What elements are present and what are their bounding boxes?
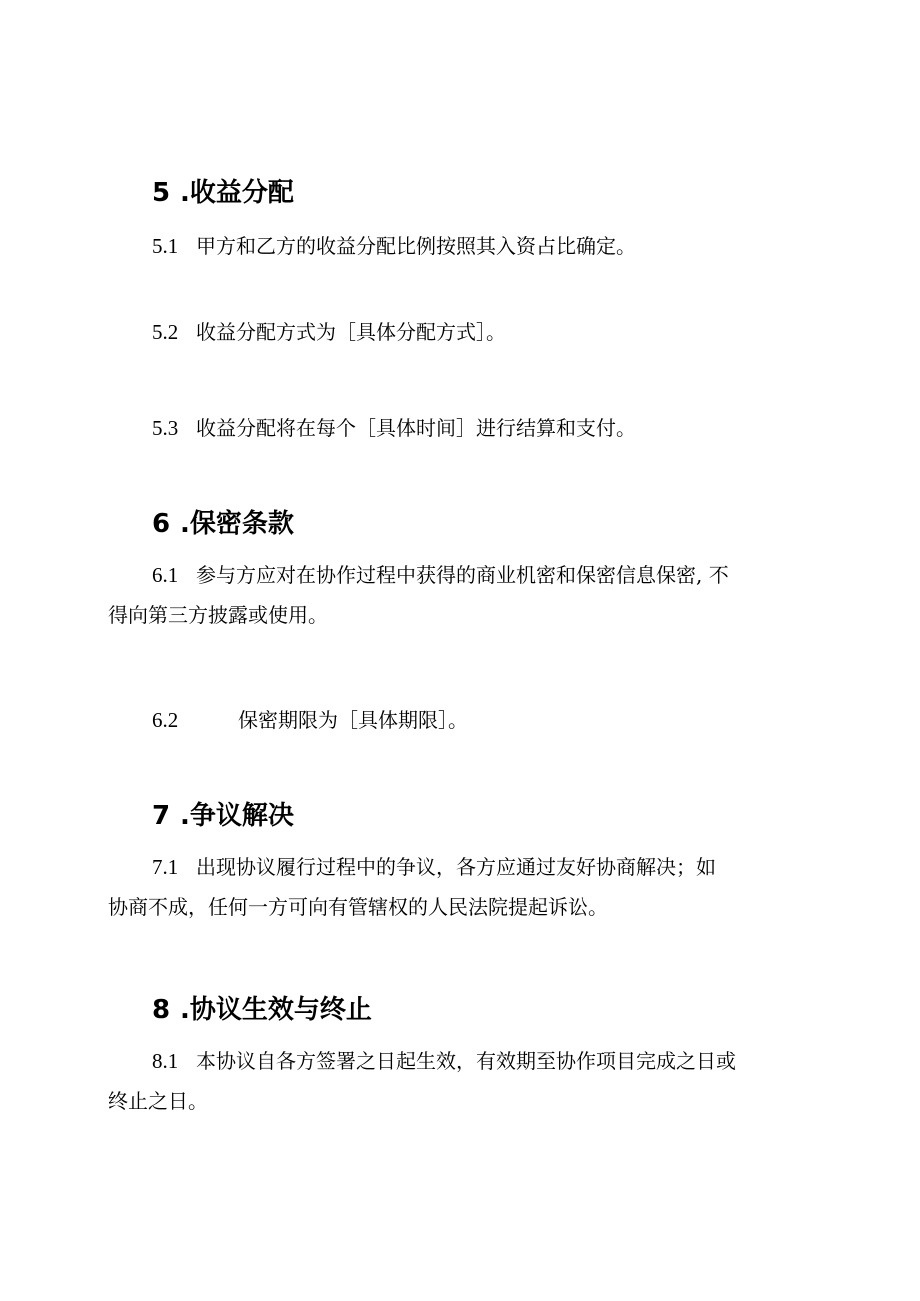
- clause-number: 7.1: [152, 855, 179, 879]
- clause-text: 收益分配方式为［具体分配方式］。: [196, 320, 506, 344]
- clause-8-1: [108, 1041, 828, 1121]
- clause-5-2: [152, 312, 506, 352]
- section-heading-7: [152, 801, 294, 831]
- clause-line-2: 终止之日。: [108, 1089, 208, 1113]
- clause-7-1: [108, 847, 828, 927]
- clause-6-1: [108, 555, 828, 635]
- clause-number: 6.2: [152, 708, 179, 732]
- clause-number: 8.1: [152, 1049, 179, 1073]
- clause-line-1: [108, 1041, 828, 1081]
- section-heading-5: [152, 178, 294, 208]
- clause-text: 甲方和乙方的收益分配比例按照其入资占比确定。: [196, 234, 636, 258]
- clause-line-1: [108, 555, 828, 595]
- clause-line-2: 协商不成，任何一方可向有管辖权的人民法院提起诉讼。: [108, 895, 608, 919]
- clause-text: 出现协议履行过程中的争议，各方应通过友好协商解决；如: [196, 855, 716, 879]
- section-title: .争议解决: [180, 801, 294, 831]
- clause-number: 5.2: [152, 320, 179, 344]
- clause-5-1: [152, 226, 636, 266]
- clause-text: 参与方应对在协作过程中获得的商业机密和保密信息保密, 不: [196, 563, 729, 587]
- clause-text: 收益分配将在每个［具体时间］进行结算和支付。: [196, 416, 636, 440]
- clause-6-2: [152, 700, 468, 740]
- section-title: .收益分配: [180, 178, 294, 208]
- clause-number: 5.3: [152, 416, 179, 440]
- section-heading-6: [152, 509, 294, 539]
- section-number: 6: [152, 509, 171, 539]
- clause-line-1: [108, 847, 828, 887]
- section-number: 7: [152, 801, 171, 831]
- clause-text: 保密期限为［具体期限］。: [238, 708, 468, 732]
- clause-number: 5.1: [152, 234, 179, 258]
- section-title: .协议生效与终止: [180, 995, 372, 1025]
- section-number: 5: [152, 178, 171, 208]
- section-title: .保密条款: [180, 509, 294, 539]
- clause-text: 本协议自各方签署之日起生效，有效期至协作项目完成之日或: [196, 1049, 736, 1073]
- clause-line-2: 得向第三方披露或使用。: [108, 603, 328, 627]
- clause-number: 6.1: [152, 563, 179, 587]
- clause-5-3: [152, 408, 636, 448]
- section-number: 8: [152, 995, 171, 1025]
- section-heading-8: [152, 995, 372, 1025]
